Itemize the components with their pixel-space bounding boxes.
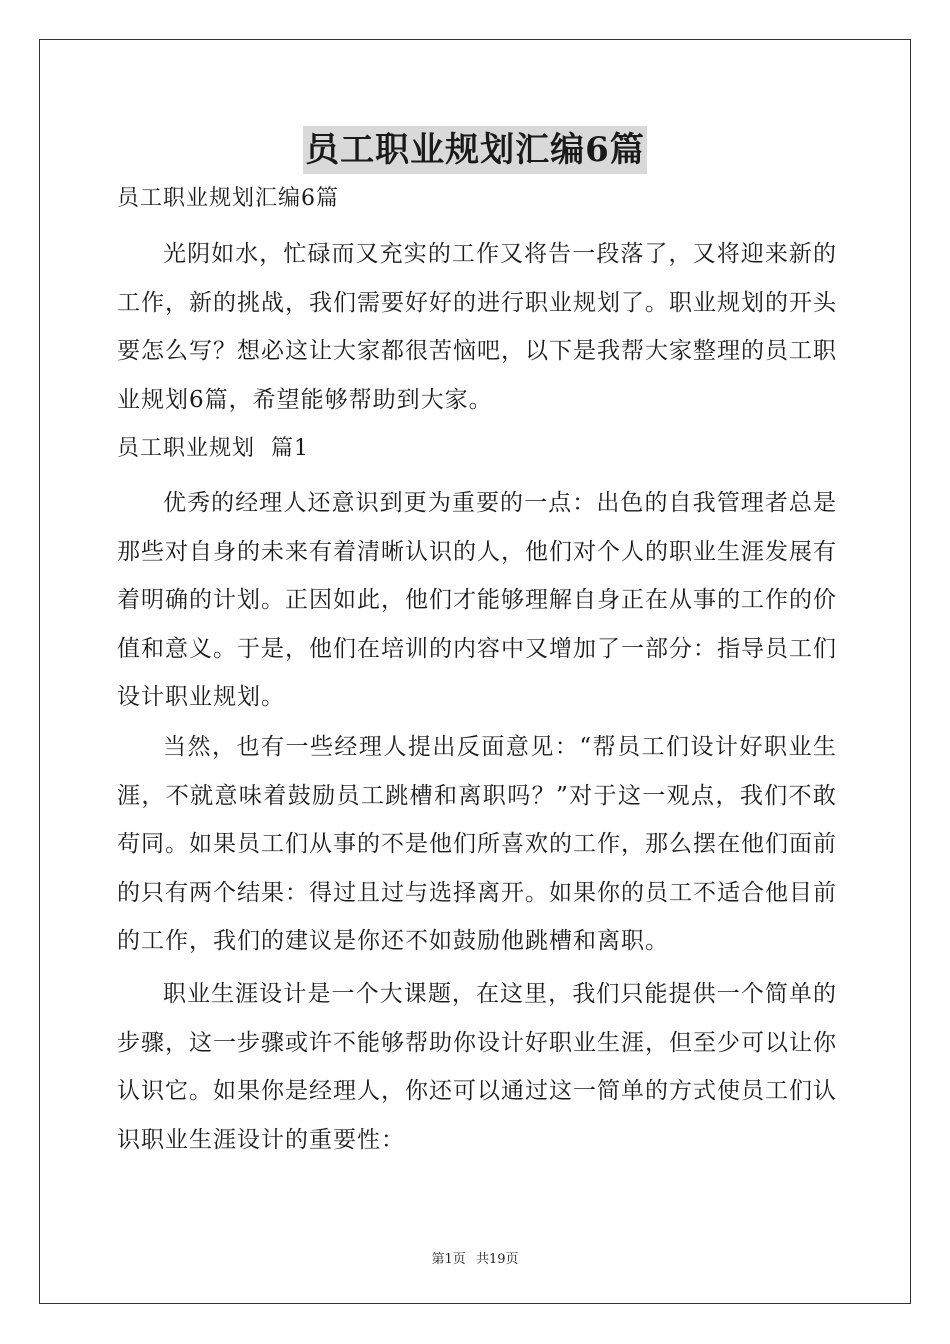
document-subtitle: 员工职业规划汇编6篇 [117, 186, 339, 211]
page-total: 共19页 [475, 1252, 519, 1267]
intro-paragraph: 光阴如水，忙碌而又充实的工作又将告一段落了，又将迎来新的工作，新的挑战，我们需要好好的进行职业规划了。职业规划的开头要怎么写？想必这让大家都很苦恼吧，以下是我帮大家整理的员工职业规划6篇，希望能够帮助到大家。 [117, 241, 837, 413]
document-title: 员工职业规划汇编6篇 [303, 126, 647, 174]
section-paragraph-3: 职业生涯设计是一个大课题，在这里，我们只能提供一个简单的步骤，这一步骤或许不能够帮助你设计好职业生涯，但至少可以让你认识它。如果你是经理人，你还可以通过这一简单的方式使员工们认识职业生涯设计的重要性： [117, 981, 837, 1153]
title-container [0, 126, 950, 174]
section-paragraph-2: 当然，也有一些经理人提出反面意见：“帮员工们设计好职业生涯，不就意味着鼓励员工跳槽和离职吗？”对于这一观点，我们不敢苟同。如果员工们从事的不是他们所喜欢的工作，那么摆在他们面前的只有两个结果：得过且过与选择离开。如果你的员工不适合他目前的工作，我们的建议是你还不如鼓励他跳槽和离职。 [117, 734, 837, 954]
page-footer [0, 1248, 950, 1267]
page-number: 第1页 [431, 1252, 466, 1267]
section-heading: 员工职业规划 篇1 [117, 436, 309, 461]
section-paragraph-1: 优秀的经理人还意识到更为重要的一点：出色的自我管理者总是那些对自身的未来有着清晰认识的人，他们对个人的职业生涯发展有着明确的计划。正因如此，他们才能够理解自身正在从事的工作的价值和意义。于是，他们在培训的内容中又增加了一部分：指导员工们设计职业规划。 [117, 490, 837, 710]
